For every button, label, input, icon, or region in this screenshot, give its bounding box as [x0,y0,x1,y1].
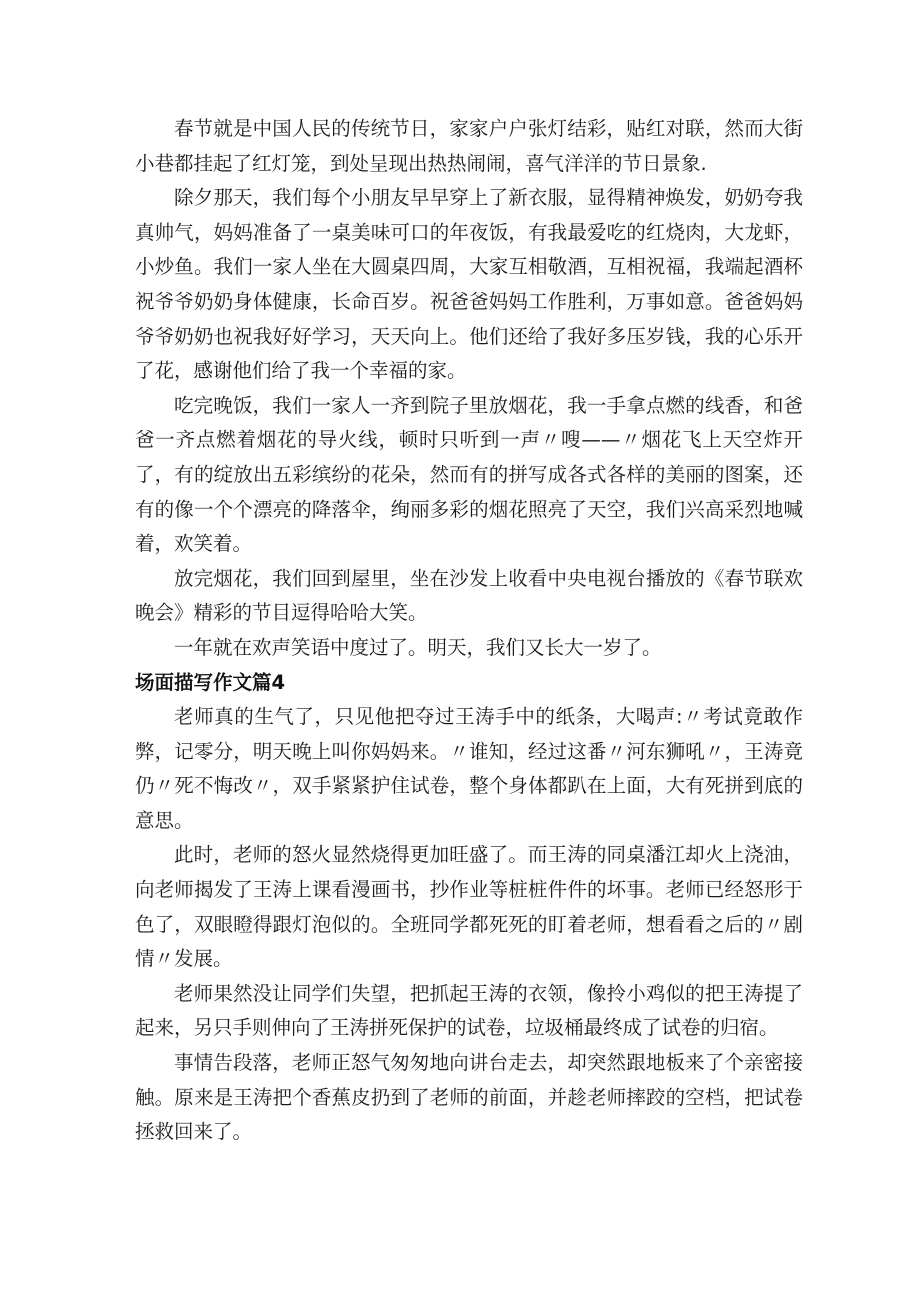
paragraph-teacher-fury: 此时，老师的怒火显然烧得更加旺盛了。而王涛的同桌潘江却火上浇油，向老师揭发了王涛上课看漫画书，抄作业等桩桩件件的坏事。老师已经怒形于色了，双眼瞪得跟灯泡似的。全班同学都死死的盯着老师，想看看之后的〃剧情〃发展。 [135,843,803,971]
paragraph-teacher-angry: 老师真的生气了，只见他把夺过王涛手中的纸条，大喝声:〃考试竟敢作弊，记零分，明天晚上叫你妈妈来。〃谁知，经过这番〃河东狮吼〃，王涛竟仍〃死不悔改〃，双手紧紧护住试卷，整个身体都趴在上面，大有死拼到底的意思。 [135,705,803,832]
section-heading: 场面描写作文篇4 [135,670,286,694]
paragraph-spring-festival-intro: 春节就是中国人民的传统节日，家家户户张灯结彩，贴红对联，然而大街小巷都挂起了红灯笼，到处呈现出热热闹闹，喜气洋洋的节日景象. [135,117,803,175]
paragraph-banana-peel: 事情告段落，老师正怒气匆匆地向讲台走去，却突然跟地板来了个亲密接触。原来是王涛把个香蕉皮扔到了老师的前面，并趁老师摔跤的空档，把试卷拯救回来了。 [135,1051,803,1144]
paragraph-gala-show: 放完烟花，我们回到屋里，坐在沙发上收看中央电视台播放的《春节联欢晚会》精彩的节目逗得哈哈大笑。 [135,566,803,625]
paragraph-new-years-eve-dinner: 除夕那天，我们每个小朋友早早穿上了新衣服，显得精神焕发，奶奶夸我真帅气，妈妈准备了一桌美味可口的年夜饭，有我最爱吃的红烧肉，大龙虾，小炒鱼。我们一家人坐在大圆桌四周，大家互相敬酒，互相祝福，我端起酒杯祝爷爷奶奶身体健康，长命百岁。祝爸爸妈妈工作胜利，万事如意。爸爸妈妈爷爷奶奶也祝我好好学习，天天向上。他们还给了我好多压岁钱，我的心乐开了花，感谢他们给了我一个幸福的家。 [135,186,803,383]
paragraph-paper-confiscated: 老师果然没让同学们失望，把抓起王涛的衣领，像拎小鸡似的把王涛提了起来，另只手则伸向了王涛拼死保护的试卷，垃圾桶最终成了试卷的归宿。 [135,981,803,1040]
document-body [135,112,803,1150]
paragraph-fireworks: 吃完晚饭，我们一家人一齐到院子里放烟花，我一手拿点燃的线香，和爸爸一齐点燃着烟花的导火线，顿时只听到一声〃嗖——〃烟花飞上天空炸开了，有的绽放出五彩缤纷的花朵，然而有的拼写成各式各样的美丽的图案，还有的像一个个漂亮的降落伞，绚丽多彩的烟花照亮了天空，我们兴高采烈地喊着，欢笑着。 [135,393,803,556]
paragraph-year-end: 一年就在欢声笑语中度过了。明天，我们又长大一岁了。 [174,635,662,659]
